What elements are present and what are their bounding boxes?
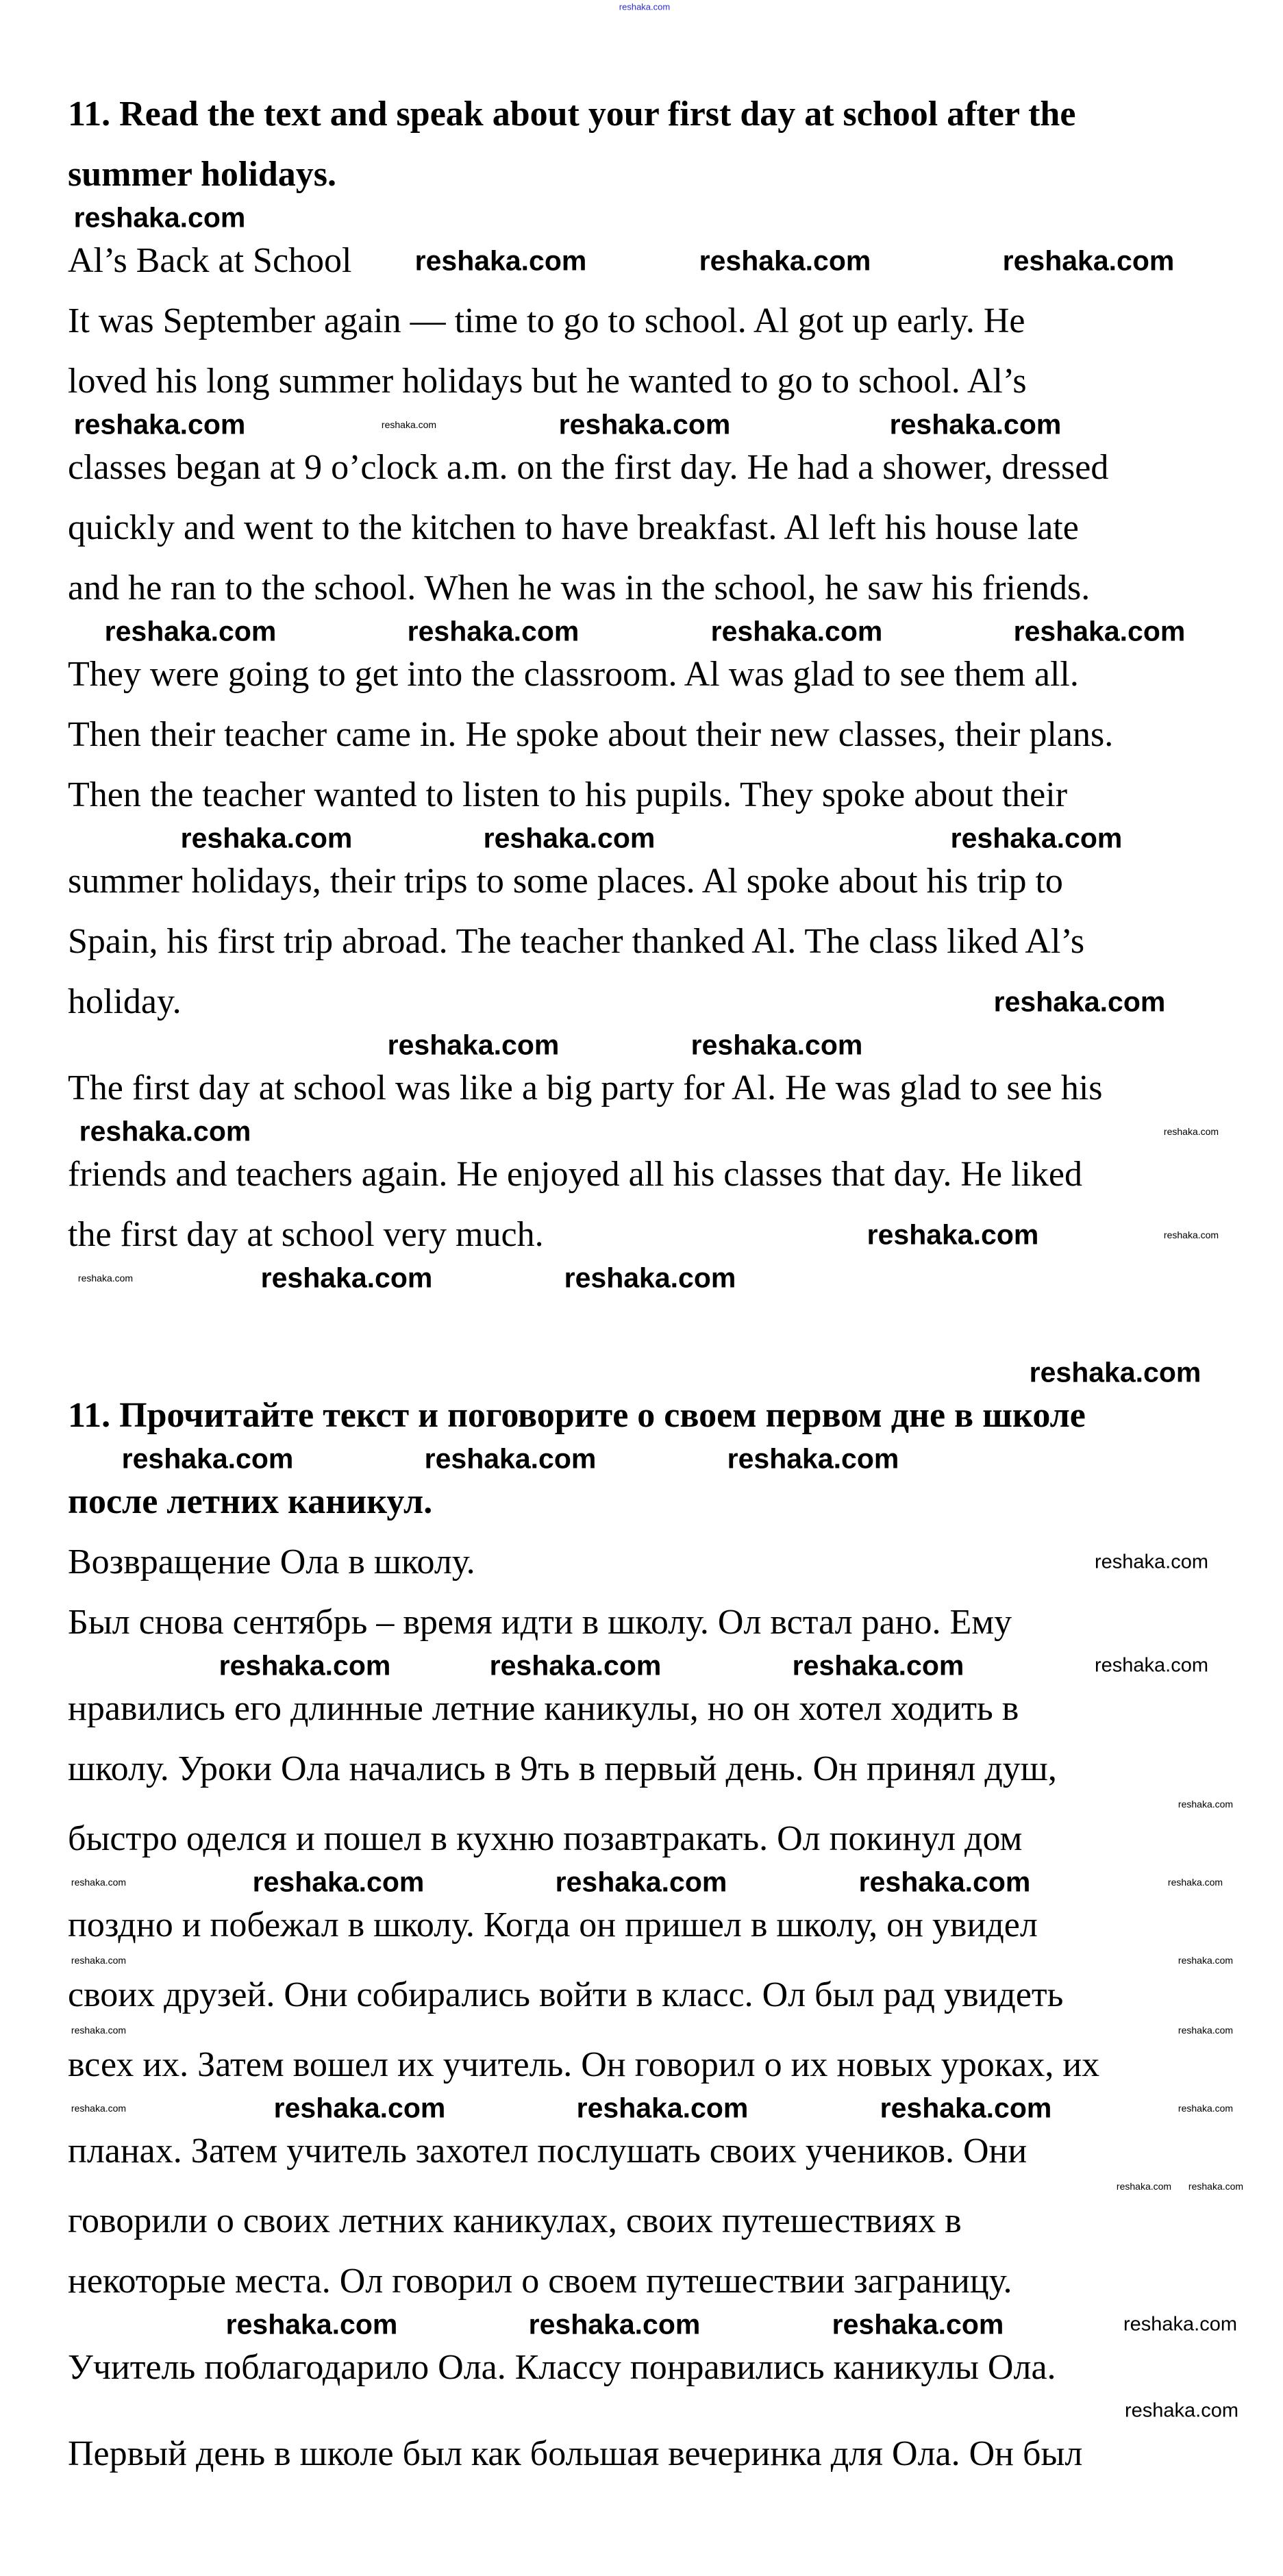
russian-title-row <box>0 1542 1283 1583</box>
watermark: reshaka.com <box>260 1262 433 1294</box>
watermark: reshaka.com <box>252 1866 425 1898</box>
watermark: reshaka.com <box>1178 1799 1234 1810</box>
english-text-row <box>0 654 1283 695</box>
english-text-line: It was September again — time to go to school. Al got up early. He <box>68 301 1025 340</box>
watermark: reshaka.com <box>1188 2181 1244 2192</box>
watermark: reshaka.com <box>867 1218 1039 1251</box>
russian-heading-row <box>0 1395 1283 1436</box>
watermark: reshaka.com <box>71 2025 127 2036</box>
watermark: reshaka.com <box>950 822 1123 854</box>
english-text-row <box>0 361 1283 402</box>
english-text-row <box>0 861 1283 902</box>
russian-text-line: планах. Затем учитель захотел послушать своих учеников. Они <box>68 2131 1027 2171</box>
russian-text-row <box>0 1818 1283 1860</box>
watermark: reshaka.com <box>273 2092 446 2124</box>
watermark: reshaka.com <box>73 201 246 234</box>
english-text-line: summer holidays, their trips to some places. Al spoke about his trip to <box>68 862 1063 901</box>
russian-text-row <box>0 2347 1283 2388</box>
watermark: reshaka.com <box>1029 1356 1201 1388</box>
russian-text-row <box>0 1905 1283 1946</box>
english-text-row <box>0 1154 1283 1195</box>
watermark: reshaka.com <box>564 1262 736 1294</box>
watermark: reshaka.com <box>1094 1551 1209 1573</box>
watermark: reshaka.com <box>79 1115 251 1147</box>
watermark-row <box>0 202 1283 234</box>
english-text-row <box>0 568 1283 609</box>
english-text-line: holiday. <box>68 982 182 1021</box>
russian-text-line: всех их. Затем вошел их учитель. Он говорил о их новых уроках, их <box>68 2045 1100 2084</box>
english-title-row <box>0 240 1283 282</box>
watermark: reshaka.com <box>489 1649 662 1681</box>
watermark-row <box>0 2309 1283 2340</box>
english-text-row <box>0 508 1283 549</box>
english-heading-row <box>0 154 1283 195</box>
russian-text-line: своих друзей. Они собирались войти в класс. Ол был рад увидеть <box>68 1975 1064 2014</box>
russian-text-title: Возвращение Ола в школу. <box>68 1542 475 1581</box>
russian-text-line: говорили о своих летних каникулах, своих путешествиях в <box>68 2201 962 2240</box>
watermark: reshaka.com <box>180 822 353 854</box>
watermark: reshaka.com <box>558 408 731 440</box>
watermark: reshaka.com <box>73 408 246 440</box>
english-text-line: quickly and went to the kitchen to have breakfast. Al left his house late <box>68 508 1079 547</box>
watermark: reshaka.com <box>858 1866 1031 1898</box>
watermark-row <box>0 1357 1283 1388</box>
watermark: reshaka.com <box>832 2308 1004 2340</box>
site-link[interactable]: reshaka.com <box>619 1 671 12</box>
watermark: reshaka.com <box>424 1442 597 1475</box>
watermark: reshaka.com <box>407 615 580 647</box>
russian-text-row <box>0 1975 1283 2016</box>
watermark: reshaka.com <box>1123 2313 1238 2336</box>
watermark: reshaka.com <box>528 2308 701 2340</box>
english-text-row <box>0 981 1283 1023</box>
watermark-row <box>0 1443 1283 1475</box>
watermark: reshaka.com <box>880 2092 1052 2124</box>
russian-text-row <box>0 2434 1283 2475</box>
english-text-row <box>0 447 1283 488</box>
watermark: reshaka.com <box>381 419 437 430</box>
russian-text-row <box>0 2261 1283 2302</box>
russian-text-row <box>0 2201 1283 2242</box>
watermark-row <box>0 1797 1283 1812</box>
watermark-row <box>0 2023 1283 2038</box>
english-text-line: Spain, his first trip abroad. The teacher thanked Al. The class liked Al’s <box>68 922 1085 961</box>
russian-text-row <box>0 1749 1283 1790</box>
russian-text-row <box>0 2131 1283 2172</box>
watermark-row <box>0 1866 1283 1898</box>
watermark: reshaka.com <box>104 615 277 647</box>
english-heading-line-1: 11. Read the text and speak about your first day at school after the <box>68 95 1076 134</box>
russian-text-line: некоторые места. Ол говорил о своем путешествии заграницу. <box>68 2262 1012 2301</box>
russian-heading-line-2: после летних каникул. <box>68 1482 433 1521</box>
russian-text-line: школу. Уроки Ола начались в 9ть в первый день. Он принял душ, <box>68 1749 1057 1788</box>
watermark: reshaka.com <box>690 1029 863 1061</box>
russian-text-line: поздно и побежал в школу. Когда он пришел в школу, он увидел <box>68 1905 1038 1944</box>
watermark: reshaka.com <box>71 1877 127 1888</box>
document-body <box>0 94 1283 2576</box>
watermark: reshaka.com <box>121 1442 294 1475</box>
english-text-line: The first day at school was like a big party for Al. He was glad to see his <box>68 1068 1103 1108</box>
russian-text-line: Первый день в школе был как большая вечеринка для Ола. Он был <box>68 2434 1083 2473</box>
russian-heading-line-1: 11. Прочитайте текст и поговорите о своем первом дне в школе <box>68 1396 1086 1435</box>
watermark: reshaka.com <box>576 2092 749 2124</box>
watermark: reshaka.com <box>727 1442 899 1475</box>
english-text-title: Al’s Back at School <box>68 241 352 280</box>
watermark: reshaka.com <box>71 1955 127 1966</box>
watermark-row <box>0 2092 1283 2124</box>
watermark: reshaka.com <box>1013 615 1186 647</box>
watermark: reshaka.com <box>1002 245 1175 277</box>
russian-text-line: Был снова сентябрь – время идти в школу. Ол встал рано. Ему <box>68 1603 1012 1642</box>
russian-heading-row <box>0 1481 1283 1523</box>
watermark: reshaka.com <box>225 2308 398 2340</box>
watermark-row <box>0 2395 1283 2427</box>
english-text-row <box>0 1068 1283 1109</box>
watermark: reshaka.com <box>792 1649 964 1681</box>
russian-text-row <box>0 1688 1283 1729</box>
watermark: reshaka.com <box>699 245 871 277</box>
english-text-line: classes began at 9 o’clock a.m. on the first day. He had a shower, dressed <box>68 448 1109 487</box>
english-text-row <box>0 775 1283 816</box>
watermark: reshaka.com <box>710 615 883 647</box>
russian-text-row <box>0 2044 1283 2086</box>
watermark-row <box>0 823 1283 854</box>
english-heading-line-2: summer holidays. <box>68 155 336 194</box>
watermark-row <box>0 616 1283 647</box>
watermark-row <box>0 1029 1283 1061</box>
english-text-line: loved his long summer holidays but he wanted to go to school. Al’s <box>68 362 1027 401</box>
watermark: reshaka.com <box>219 1649 391 1681</box>
watermark: reshaka.com <box>77 1273 134 1284</box>
english-text-line: They were going to get into the classroom. Al was glad to see them all. <box>68 655 1079 694</box>
watermark: reshaka.com <box>1163 1229 1219 1240</box>
watermark: reshaka.com <box>1124 2399 1239 2422</box>
watermark: reshaka.com <box>1178 2025 1234 2036</box>
watermark-row <box>0 2179 1283 2194</box>
russian-text-line: быстро оделся и пошел в кухню позавтракать. Ол покинул дом <box>68 1819 1023 1858</box>
watermark: reshaka.com <box>387 1029 560 1061</box>
english-text-row <box>0 301 1283 342</box>
watermark: reshaka.com <box>71 2103 127 2114</box>
watermark: reshaka.com <box>1178 2103 1234 2114</box>
watermark: reshaka.com <box>483 822 656 854</box>
watermark: reshaka.com <box>1167 1877 1223 1888</box>
watermark: reshaka.com <box>889 408 1062 440</box>
watermark: reshaka.com <box>993 986 1166 1018</box>
watermark-row <box>0 1262 1283 1294</box>
watermark: reshaka.com <box>1116 2181 1172 2192</box>
watermark-row <box>0 1116 1283 1147</box>
english-text-line: the first day at school very much. <box>68 1215 544 1254</box>
russian-text-row <box>0 1602 1283 1643</box>
watermark: reshaka.com <box>1094 1654 1209 1677</box>
english-text-line: friends and teachers again. He enjoyed all his classes that day. He liked <box>68 1155 1082 1194</box>
english-text-row <box>0 921 1283 962</box>
russian-text-line: Учитель поблагодарило Ола. Классу понравились каникулы Ола. <box>68 2348 1056 2387</box>
watermark: reshaka.com <box>1163 1126 1219 1137</box>
russian-text-line: нравились его длинные летние каникулы, но он хотел ходить в <box>68 1689 1019 1728</box>
english-text-row <box>0 714 1283 755</box>
watermark: reshaka.com <box>414 245 587 277</box>
english-heading-row <box>0 94 1283 135</box>
english-text-line: Then the teacher wanted to listen to his pupils. They spoke about their <box>68 775 1068 814</box>
watermark-row <box>0 1650 1283 1681</box>
watermark-row <box>0 1953 1283 1968</box>
english-text-line: Then their teacher came in. He spoke about their new classes, their plans. <box>68 715 1114 754</box>
watermark-row <box>0 409 1283 440</box>
watermark: reshaka.com <box>555 1866 727 1898</box>
spacer-row <box>0 1301 1283 1342</box>
english-text-row <box>0 1214 1283 1255</box>
watermark: reshaka.com <box>1178 1955 1234 1966</box>
english-text-line: and he ran to the school. When he was in the school, he saw his friends. <box>68 568 1091 608</box>
